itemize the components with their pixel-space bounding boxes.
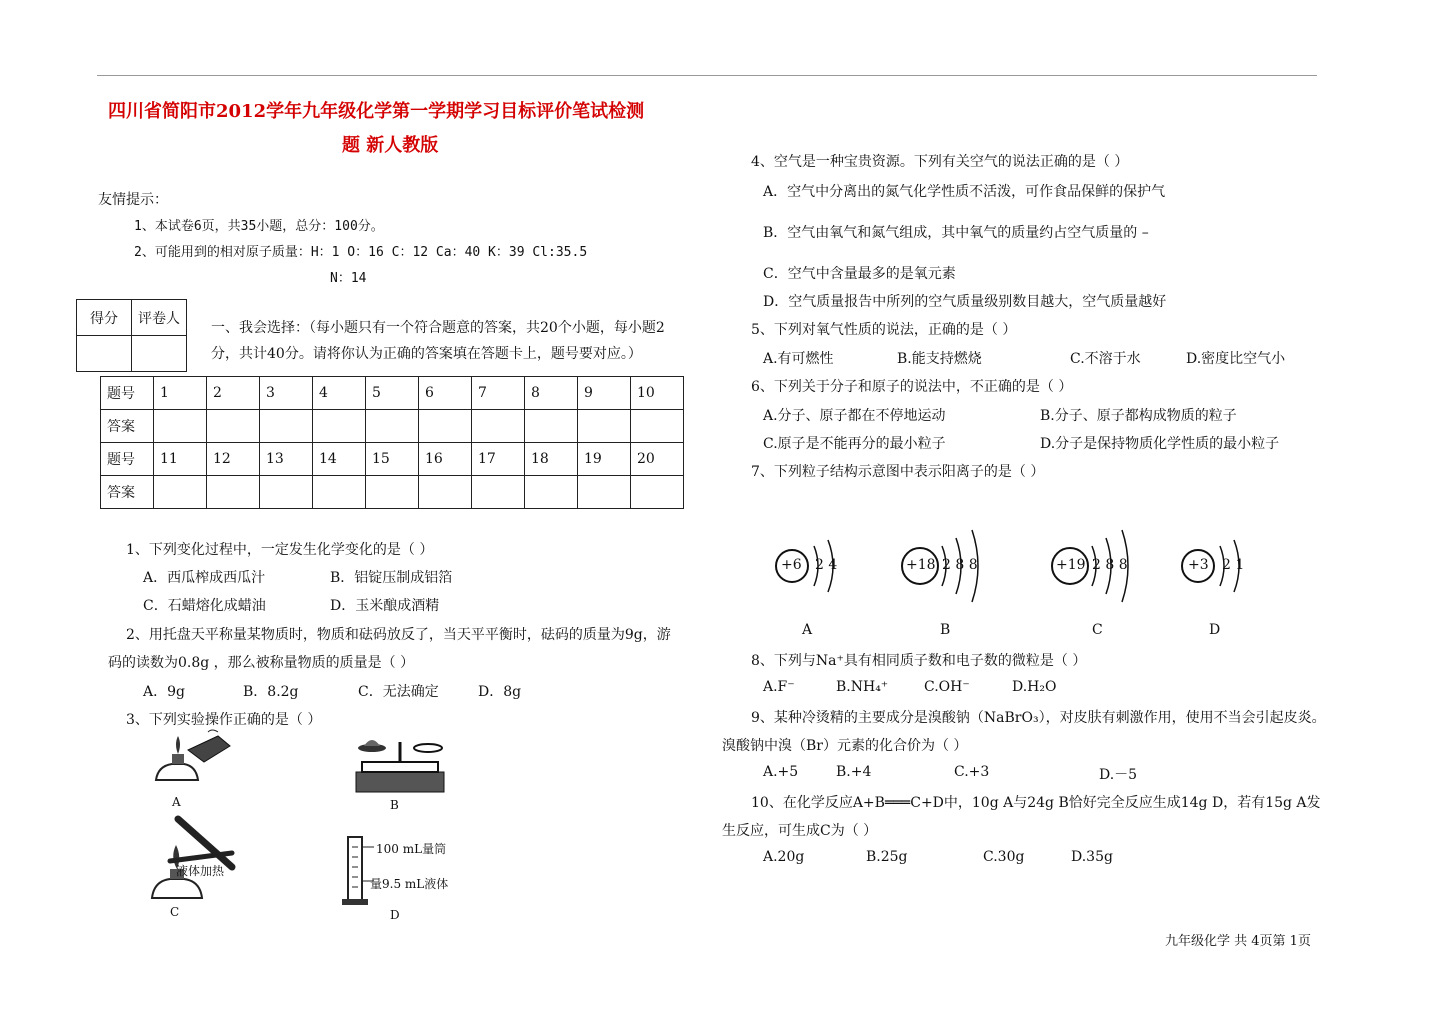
q6-option-a: A.分子、原子都在不停地运动: [763, 408, 946, 424]
q5-option-a: A.有可燃性: [763, 351, 834, 367]
notes-line2: 2、可能用到的相对原子质量：H：1 O：16 C：12 Ca：40 K：39 Cl:35.5: [134, 245, 588, 260]
q1-option-a: A．西瓜榨成西瓜汁: [143, 570, 266, 586]
q9-text-line2: 溴酸钠中溴（Br）元素的化合价为（ ）: [722, 738, 968, 754]
num-cell: 13: [260, 443, 313, 476]
answer-cell[interactable]: [578, 476, 631, 509]
score-box: [76, 299, 187, 372]
q2-text-line1: 2、用托盘天平称量某物质时，物质和砝码放反了，当天平平衡时，砝码的质量为9g，游: [126, 627, 671, 643]
num-cell: 19: [578, 443, 631, 476]
q2-option-c: C．无法确定: [358, 684, 439, 700]
q4-option-d: D．空气质量报告中所列的空气质量级别数目越大，空气质量越好: [763, 294, 1167, 310]
num-cell: 2: [207, 377, 260, 410]
num-cell: 20: [631, 443, 684, 476]
atom-c-nucleus: +19: [1056, 557, 1086, 573]
atom-d-shells: 2 1: [1222, 557, 1245, 573]
lamp-lighting-figure: [148, 728, 238, 798]
q8-option-b: B.NH₄⁺: [836, 679, 889, 695]
q6-option-b: B.分子、原子都构成物质的粒子: [1040, 408, 1237, 424]
q4-option-c: C．空气中含量最多的是氧元素: [763, 266, 956, 282]
answer-cell[interactable]: [578, 410, 631, 443]
score-label: 得分: [77, 300, 132, 336]
num-cell: 14: [313, 443, 366, 476]
answer-table: [100, 376, 684, 509]
balance-figure: [350, 728, 450, 798]
page-title-line1: 四川省简阳市2012学年九年级化学第一学期学习目标评价笔试检测: [108, 101, 645, 122]
num-cell: 3: [260, 377, 313, 410]
num-cell: 11: [154, 443, 207, 476]
atom-d-label: D: [1209, 622, 1221, 638]
q9-option-c: C.+3: [954, 764, 990, 780]
q3-text: 3、下列实验操作正确的是（ ）: [126, 712, 322, 728]
num-cell: 4: [313, 377, 366, 410]
liquid-heating-figure: [140, 813, 250, 908]
q10-option-c: C.30g: [983, 849, 1025, 865]
q10-text-line2: 生反应，可生成C为（ ）: [722, 823, 878, 839]
answer-cell[interactable]: [260, 476, 313, 509]
atom-c-shells: 2 8 8: [1092, 557, 1128, 573]
q10-option-b: B.25g: [866, 849, 908, 865]
fig-d-text2: 量9.5 mL液体: [370, 877, 449, 891]
num-cell: 7: [472, 377, 525, 410]
num-cell: 15: [366, 443, 419, 476]
page-title-line2: 题 新人教版: [342, 135, 439, 156]
table-row: [101, 476, 684, 509]
num-cell: 17: [472, 443, 525, 476]
q8-option-a: A.F⁻: [763, 679, 795, 695]
answer-cell[interactable]: [419, 410, 472, 443]
top-rule: [97, 75, 1317, 76]
table-row: [101, 377, 684, 410]
answer-cell[interactable]: [366, 476, 419, 509]
num-cell: 12: [207, 443, 260, 476]
q10-option-a: A.20g: [763, 849, 805, 865]
notes-heading: 友情提示：: [98, 192, 168, 208]
row-label-ans: 答案: [101, 476, 154, 509]
table-row: [101, 410, 684, 443]
q4-option-a: A．空气中分离出的氮气化学性质不活泼，可作食品保鲜的保护气: [763, 184, 1166, 200]
atom-a-shells: 2 4: [815, 557, 838, 573]
answer-cell[interactable]: [472, 476, 525, 509]
atom-d-nucleus: +3: [1188, 557, 1209, 573]
cylinder-figure: [338, 835, 378, 910]
atom-b-shells: 2 8 8: [942, 557, 978, 573]
q6-text: 6、下列关于分子和原子的说法中，不正确的是（ ）: [751, 379, 1073, 395]
answer-cell[interactable]: [260, 410, 313, 443]
num-cell: 16: [419, 443, 472, 476]
answer-cell[interactable]: [525, 410, 578, 443]
num-cell: 10: [631, 377, 684, 410]
score-cell[interactable]: [77, 336, 132, 372]
num-cell: 18: [525, 443, 578, 476]
answer-cell[interactable]: [419, 476, 472, 509]
row-label-num: 题号: [101, 377, 154, 410]
q5-option-b: B.能支持燃烧: [897, 351, 982, 367]
q8-text: 8、下列与Na⁺具有相同质子数和电子数的微粒是（ ）: [751, 653, 1087, 669]
atom-a-nucleus: +6: [781, 557, 802, 573]
q2-option-b: B．8.2g: [243, 684, 299, 700]
q8-option-d: D.H₂O: [1012, 679, 1057, 695]
fig-b-label: B: [390, 798, 399, 812]
answer-cell[interactable]: [366, 410, 419, 443]
q2-text-line2: 码的读数为0.8g ，那么被称量物质的质量是（ ）: [108, 655, 415, 671]
q9-text-line1: 9、某种冷烫精的主要成分是溴酸钠（NaBrO₃），对皮肤有刺激作用，使用不当会引起皮炎。: [751, 710, 1326, 726]
num-cell: 1: [154, 377, 207, 410]
grader-cell[interactable]: [132, 336, 187, 372]
q4-text: 4、空气是一种宝贵资源。下列有关空气的说法正确的是（ ）: [751, 154, 1129, 170]
page-footer: 九年级化学 共 4页第 1页: [1165, 934, 1311, 949]
atom-b-nucleus: +18: [906, 557, 936, 573]
q2-option-a: A．9g: [143, 684, 185, 700]
q9-option-a: A.+5: [763, 764, 799, 780]
section1-line2: 分，共计40分。请将你认为正确的答案填在答题卡上，题号要对应。）: [211, 346, 642, 362]
atom-a-label: A: [802, 622, 813, 638]
atom-c-label: C: [1092, 622, 1103, 638]
answer-cell[interactable]: [631, 410, 684, 443]
answer-cell[interactable]: [207, 476, 260, 509]
q9-option-b: B.+4: [836, 764, 872, 780]
fig-d-text1: 100 mL量筒: [376, 842, 447, 856]
q10-text-line1: 10、在化学反应A+B═══C+D中，10g A与24g B恰好完全反应生成14g D，若有15g A发: [751, 795, 1321, 811]
q2-option-d: D．8g: [478, 684, 522, 700]
q5-option-c: C.不溶于水: [1070, 351, 1141, 367]
q5-option-d: D.密度比空气小: [1186, 351, 1286, 367]
atom-b-label: B: [940, 622, 951, 638]
fig-d-label: D: [390, 908, 400, 922]
answer-cell[interactable]: [207, 410, 260, 443]
q1-option-c: C．石蜡熔化成蜡油: [143, 598, 266, 614]
q1-option-d: D．玉米酿成酒精: [330, 598, 440, 614]
answer-cell[interactable]: [154, 410, 207, 443]
answer-cell[interactable]: [525, 476, 578, 509]
table-row: [101, 443, 684, 476]
fig-c-text: 液体加热: [176, 864, 225, 878]
num-cell: 8: [525, 377, 578, 410]
fig-a-label: A: [172, 795, 181, 809]
row-label-num: 题号: [101, 443, 154, 476]
atom-structure-diagrams: [770, 520, 1290, 610]
q7-text: 7、下列粒子结构示意图中表示阳离子的是（ ）: [751, 464, 1045, 480]
q9-option-d: D.－5: [1099, 767, 1138, 783]
answer-cell[interactable]: [154, 476, 207, 509]
q8-option-c: C.OH⁻: [924, 679, 970, 695]
row-label-ans: 答案: [101, 410, 154, 443]
num-cell: 5: [366, 377, 419, 410]
q6-option-c: C.原子是不能再分的最小粒子: [763, 436, 946, 452]
grader-label: 评卷人: [132, 300, 187, 336]
notes-line3: N：14: [330, 271, 367, 286]
num-cell: 9: [578, 377, 631, 410]
fig-c-label: C: [170, 905, 180, 919]
answer-cell[interactable]: [313, 410, 366, 443]
q5-text: 5、下列对氧气性质的说法，正确的是（ ）: [751, 322, 1017, 338]
notes-line1: 1、本试卷6页，共35小题，总分：100分。: [134, 219, 384, 234]
answer-cell[interactable]: [472, 410, 525, 443]
q4-option-b: B．空气由氧气和氮气组成，其中氧气的质量约占空气质量的 –: [763, 225, 1149, 241]
q1-option-b: B．铝锭压制成铝箔: [330, 570, 453, 586]
q10-option-d: D.35g: [1071, 849, 1113, 865]
q1-text: 1、下列变化过程中，一定发生化学变化的是（ ）: [126, 542, 434, 558]
section1-line1: 一、我会选择：（每小题只有一个符合题意的答案，共20个小题，每小题2: [211, 320, 665, 336]
q6-option-d: D.分子是保持物质化学性质的最小粒子: [1040, 436, 1280, 452]
answer-cell[interactable]: [313, 476, 366, 509]
answer-cell[interactable]: [631, 476, 684, 509]
num-cell: 6: [419, 377, 472, 410]
